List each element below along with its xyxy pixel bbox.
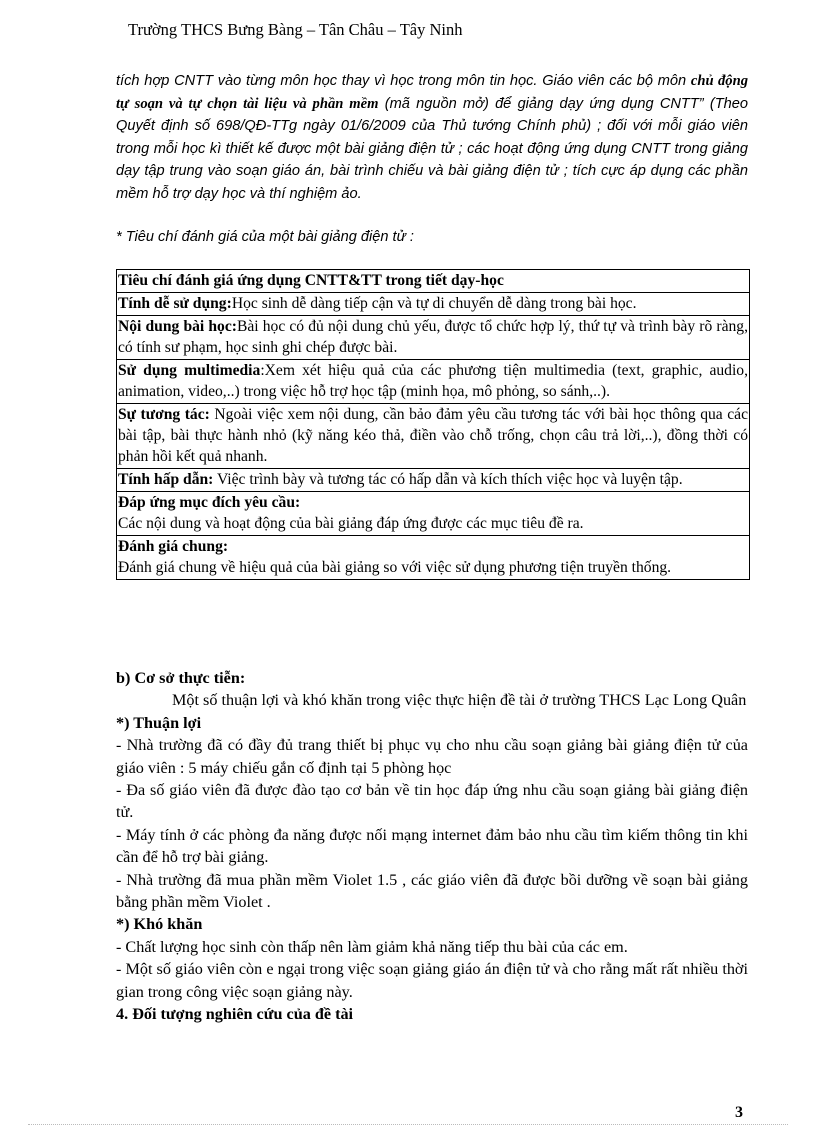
intro-text-part2: (mã nguồn mở) để giảng dạy ứng dụng CNTT” (Theo Quyết định số 698/QĐ-TTg ngày 01/6/2009 của Thủ tướng Chính phủ) ; đối với mỗi giáo viên trong mỗi học kì thiết kế được một bài giảng điện tử ; các hoạt động ứng dụng CNTT trong giảng dạy tập trung vào soạn giáo án, bài trình chiếu và bài giảng điện tử ; tích cực áp dụng các phần mềm hỗ trợ dạy học và thí nghiệm ảo. xyxy=(116,95,748,202)
section-b-intro: Một số thuận lợi và khó khăn trong việc thực hiện đề tài ở trường THCS Lạc Long Quân xyxy=(172,691,747,710)
intro-bold-phrase: chủ động tự soạn và tự chọn tài liệu và phần mềm xyxy=(116,73,748,112)
table-row xyxy=(117,293,750,316)
criterion-label: Tính hấp dẫn: xyxy=(118,471,214,488)
criterion-text: Ngoài việc xem nội dung, cần bảo đảm yêu cầu tương tác với bài học thông qua các bài tập, bài thực hành nhỏ (kỹ năng kéo thả, điền vào chỗ trống, chọn câu trả lời,..), đồng thời có phản hồi kết quả nhanh. xyxy=(118,406,749,465)
section-b-heading: b) Cơ sở thực tiễn: xyxy=(116,669,246,687)
table-cell xyxy=(117,360,750,404)
table-row xyxy=(117,492,750,536)
criterion-label: Đáp ứng mục đích yêu cầu: xyxy=(118,494,301,511)
list-item: - Chất lượng học sinh còn thấp nên làm giảm khả năng tiếp thu bài của các em. xyxy=(116,937,628,956)
page-header: Trường THCS Bưng Bàng – Tân Châu – Tây Ninh xyxy=(128,20,463,39)
table-cell xyxy=(117,316,750,360)
criterion-label: Sự tương tác: xyxy=(118,406,210,423)
advantages-heading: *) Thuận lợi xyxy=(116,713,202,732)
criterion-text: Các nội dung và hoạt động của bài giảng đáp ứng được các mục tiêu đề ra. xyxy=(118,515,584,532)
table-cell xyxy=(117,293,750,316)
list-item: - Một số giáo viên còn e ngại trong việc soạn giảng giáo án điện tử và cho rằng mất rất nhiều thời gian trong công việc soạn giảng này. xyxy=(116,960,748,1001)
difficulties-heading: *) Khó khăn xyxy=(116,915,203,934)
criterion-text: Đánh giá chung về hiệu quả của bài giảng so với việc sử dụng phương tiện truyền thống. xyxy=(118,559,672,576)
table-header-row xyxy=(117,270,750,293)
intro-paragraph xyxy=(116,70,748,206)
list-item: - Đa số giáo viên đã được đào tạo cơ bản về tin học đáp ứng nhu cầu soạn giảng bài giảng điện tử. xyxy=(116,781,748,822)
table-row xyxy=(117,469,750,492)
table-cell xyxy=(117,404,750,469)
table-cell xyxy=(117,492,750,536)
list-item: - Máy tính ở các phòng đa năng được nối mạng internet đảm bảo nhu cầu tìm kiếm thông tin khi cần để hỗ trợ bài giảng. xyxy=(116,825,748,867)
main-body xyxy=(116,667,748,1026)
criterion-label: Đánh giá chung: xyxy=(118,538,229,555)
table-row xyxy=(117,404,750,469)
list-item: - Nhà trường đã có đầy đủ trang thiết bị phục vụ cho nhu cầu soạn giảng bài giảng điện tử của giáo viên : 5 máy chiếu gắn cố định tại 5 phòng học xyxy=(116,736,748,777)
criterion-label: Sử dụng multimedia xyxy=(118,362,261,379)
criteria-table xyxy=(116,269,750,580)
table-row xyxy=(117,536,750,580)
table-header-cell xyxy=(117,270,750,293)
criteria-title: * Tiêu chí đánh giá của một bài giảng điện tử : xyxy=(116,229,414,245)
table-cell xyxy=(117,536,750,580)
section-4-heading: 4. Đối tượng nghiên cứu của đề tài xyxy=(116,1005,354,1024)
intro-text-part1: tích hợp CNTT vào từng môn học thay vì học trong môn tin học. Giáo viên các bộ môn xyxy=(116,73,691,89)
table-cell xyxy=(117,469,750,492)
table-header-text: Tiêu chí đánh giá ứng dụng CNTT&TT trong tiết dạy-học xyxy=(118,272,504,289)
criterion-label: Tính dễ sử dụng: xyxy=(118,295,232,312)
criterion-text: Việc trình bày và tương tác có hấp dẫn và kích thích việc học và luyện tập. xyxy=(213,471,683,488)
criterion-label: Nội dung bài học: xyxy=(118,318,237,335)
list-item: - Nhà trường đã mua phần mềm Violet 1.5 , các giáo viên đã được bồi dưỡng về soạn bài giảng bằng phần mềm Violet . xyxy=(116,870,748,912)
criterion-text: Học sinh dễ dàng tiếp cận và tự di chuyển dễ dàng trong bài học. xyxy=(231,295,637,312)
page-number: 3 xyxy=(735,1104,743,1121)
criterion-text: :Xem xét hiệu quả của các phương tiện multimedia (text, graphic, audio, animation, video,..) trong việc hỗ trợ học tập (minh họa, mô phỏng, so sánh,..). xyxy=(118,362,749,400)
table-row xyxy=(117,360,750,404)
table-row xyxy=(117,316,750,360)
criterion-text: Bài học có đủ nội dung chủ yếu, được tổ chức hợp lý, thứ tự và trình bày rõ ràng, có tính sư phạm, học sinh ghi chép được bài. xyxy=(118,318,748,356)
